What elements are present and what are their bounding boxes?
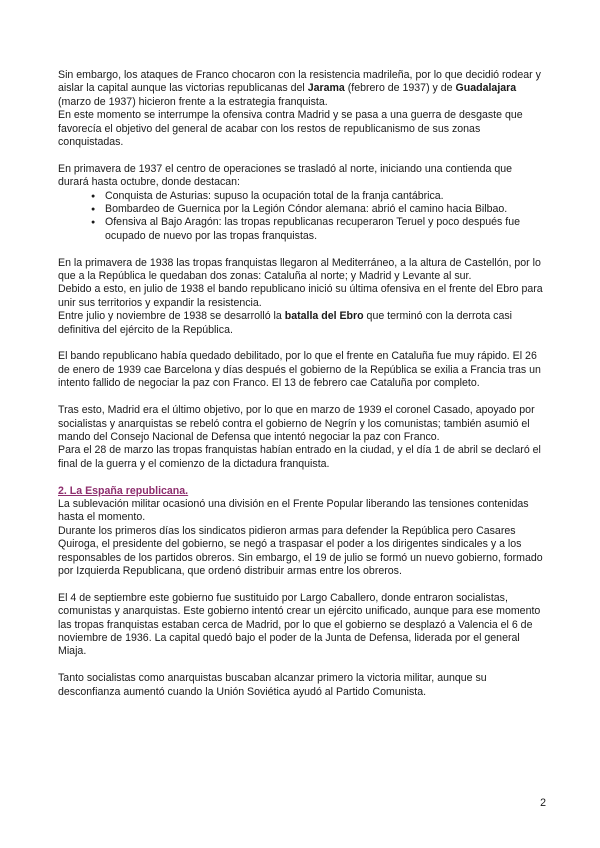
paragraph-ebro-offensive: Debido a esto, en julio de 1938 el bando republicano inició su última ofensiva en el frente del Ebro para unir sus territorios y expandir la resistencia. — [58, 283, 543, 309]
paragraph-frente-popular: La sublevación militar ocasionó una división en el Frente Popular liberando las tensiones contenidas hasta el momento. — [58, 497, 529, 524]
paragraph-north-campaign: En primavera de 1937 el centro de operaciones se trasladó al norte, iniciando una contienda que durará hasta octubre, donde destacan: — [58, 162, 513, 189]
paragraph-victoria-militar: Tanto socialistas como anarquistas buscaban alcanzar primero la victoria militar, aunque su desconfianza aumentó cuando la Unión Soviética ayudó al Partido Comunista. — [58, 672, 487, 698]
paragraph-cataluna-fall: El bando republicano había quedado debilitado, por lo que el frente en Cataluña fue muy rápido. El 26 de enero de 1939 cae Barcelona y días después el gobierno de la República se exilia a Francia tras un intento fallido de negociar la paz con Franco. El 13 de febrero cae Cataluña por completo. — [58, 350, 541, 390]
list-item: ● Ofensiva al Bajo Aragón: las tropas republicanas recuperaron Teruel y poco después fue ocupado de nuevo por las tropas franquistas. — [91, 216, 544, 243]
page-number: 2 — [540, 797, 546, 809]
paragraph-largo-caballero: El 4 de septiembre este gobierno fue sustituido por Largo Caballero, donde entraron socialistas, comunistas y anarquistas. Este gobierno intentó crear un ejército unificado, aunque para ese momento las tropas franquistas estaban cerca de Madrid, por lo que el gobierno se desplazó a Valencia el 6 de noviembre de 1936. La capital quedó bajo el poder de la Junta de Defensa, liderada por el general Miaja. — [58, 591, 541, 658]
bold-jarama: Jarama — [307, 82, 345, 95]
paragraph-mediterranean: En la primavera de 1938 las tropas franquistas llegaron al Mediterráneo, a la altura de Castellón, por lo que a la República le quedaban dos zonas: Cataluña al norte; y Madrid y Levante al sur. — [58, 256, 541, 283]
paragraph-ebro-battle: Entre julio y noviembre de 1938 se desarrolló la batalla del Ebro que terminó con la derrota casi definitiva del ejército de la República. — [58, 310, 512, 336]
section-heading-republican-spain: 2. La España republicana. — [58, 484, 189, 497]
list-item: ● Bombardeo de Guernica por la Legión Cóndor alemana: abrió el camino hacia Bilbao. — [91, 203, 544, 216]
paragraph-madrid-casado: Tras esto, Madrid era el último objetivo, por lo que en marzo de 1939 el coronel Casado, apoyado por socialistas y anarquistas se rebeló contra el gobierno de Negrín y los comunistas; también asumió el mando del Consejo Nacional de Defensa que intentó negociar la paz con Franco. — [58, 404, 535, 443]
bold-batalla-del-ebro: batalla del Ebro — [284, 310, 364, 323]
list-item: ● Conquista de Asturias: supuso la ocupación total de la franja cantábrica. — [91, 190, 544, 203]
paragraph-madrid-resistance: Sin embargo, los ataques de Franco chocaron con la resistencia madrileña, por lo que decidió rodear y aislar la capital aunque las victorias republicanas del Jarama (febrero de 1937) y de Guadalajara (marzo de 1937) hicieron frente a la estrategia franquista. — [58, 69, 541, 108]
paragraph-war-of-attrition: En este momento se interrumpe la ofensiva contra Madrid y se pasa a una guerra de desgaste que favorecía el objetivo del general de acabar con los restos de republicanismo de sus zonas conquistadas. — [58, 109, 523, 149]
paragraph-sindicatos: Durante los primeros días los sindicatos pidieron armas para defender la República pero Casares Quiroga, el presidente del gobierno, se negó a traspasar el poder a los dirigentes sindicales y a los responsables de los partidos obreros. Sin embargo, el 19 de julio se formó un nuevo gobierno, formado por Izquierda Republicana, que ordenó distribuir armas entre los obreros. — [58, 524, 543, 577]
bullet-list — [58, 190, 544, 244]
paragraph-end-of-war: Para el 28 de marzo las tropas franquistas habían entrado en la ciudad, y el día 1 de abril se declaró el final de la guerra y el comienzo de la dictadura franquista. — [58, 444, 541, 470]
bold-guadalajara: Guadalajara — [455, 82, 517, 95]
